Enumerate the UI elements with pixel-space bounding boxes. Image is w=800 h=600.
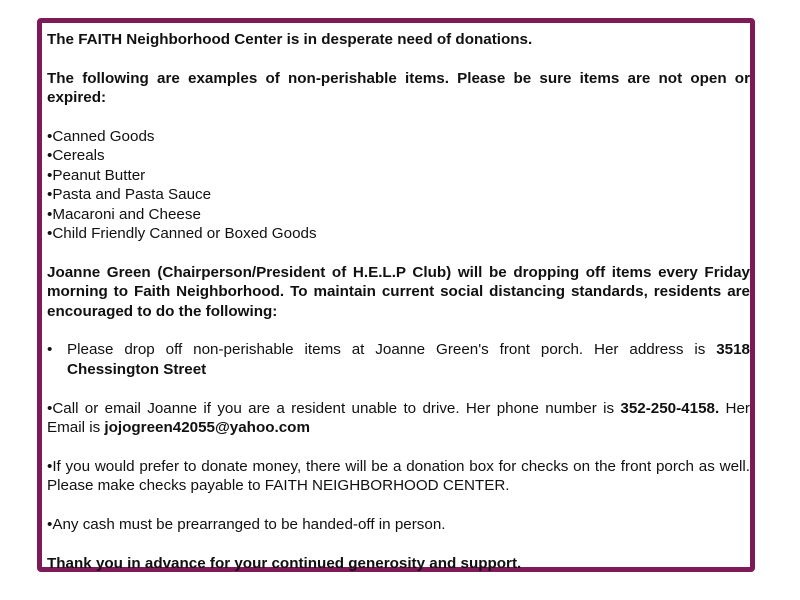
list-item: •Child Friendly Canned or Boxed Goods <box>47 225 317 243</box>
item-list <box>47 127 750 243</box>
money-paragraph: •If you would prefer to donate money, there will be a donation box for checks on the front porch as well. Please make checks payable to FAITH NEIGHBORHOOD CENTER. <box>47 457 750 495</box>
cash-paragraph: •Any cash must be prearranged to be handed-off in person. <box>47 516 446 534</box>
list-item: •Canned Goods <box>47 128 155 145</box>
closing-line: Thank you in advance for your continued generosity and support. <box>47 554 522 572</box>
list-item: •Peanut Butter <box>47 166 146 184</box>
dropoff-instructions: Please drop off non-perishable items at Joanne Green's front porch. Her address is <box>67 341 717 359</box>
dropoff-item <box>47 340 750 379</box>
list-item: •Pasta and Pasta Sauce <box>47 186 212 204</box>
dropoff-address: 3518 Chessington Street <box>67 341 750 378</box>
list-item: •Cereals <box>47 147 105 165</box>
list-item: •Macaroni and Cheese <box>47 205 201 223</box>
email-label: Her Email is <box>47 399 750 437</box>
bullet-glyph: • <box>47 341 53 359</box>
contact-paragraph <box>47 399 750 438</box>
flyer-heading: The FAITH Neighborhood Center is in desperate need of donations. <box>47 31 533 48</box>
phone-number: 352-250-4158. <box>620 399 720 417</box>
notice-paragraph: Joanne Green (Chairperson/President of H.E.L.P Club) will be dropping off items every Friday morning to Faith Neighborhood. To maintain current social distancing standards, residents are encouraged to do the following: <box>47 263 750 320</box>
contact-text: •Call or email Joanne if you are a resident unable to drive. Her phone number is <box>47 399 621 417</box>
flyer-content <box>47 30 750 573</box>
email-address: jojogreen42055@yahoo.com <box>104 419 310 437</box>
dropoff-text <box>67 340 750 379</box>
intro-paragraph: The following are examples of non-perishable items. Please be sure items are not open or expired: <box>47 69 750 107</box>
